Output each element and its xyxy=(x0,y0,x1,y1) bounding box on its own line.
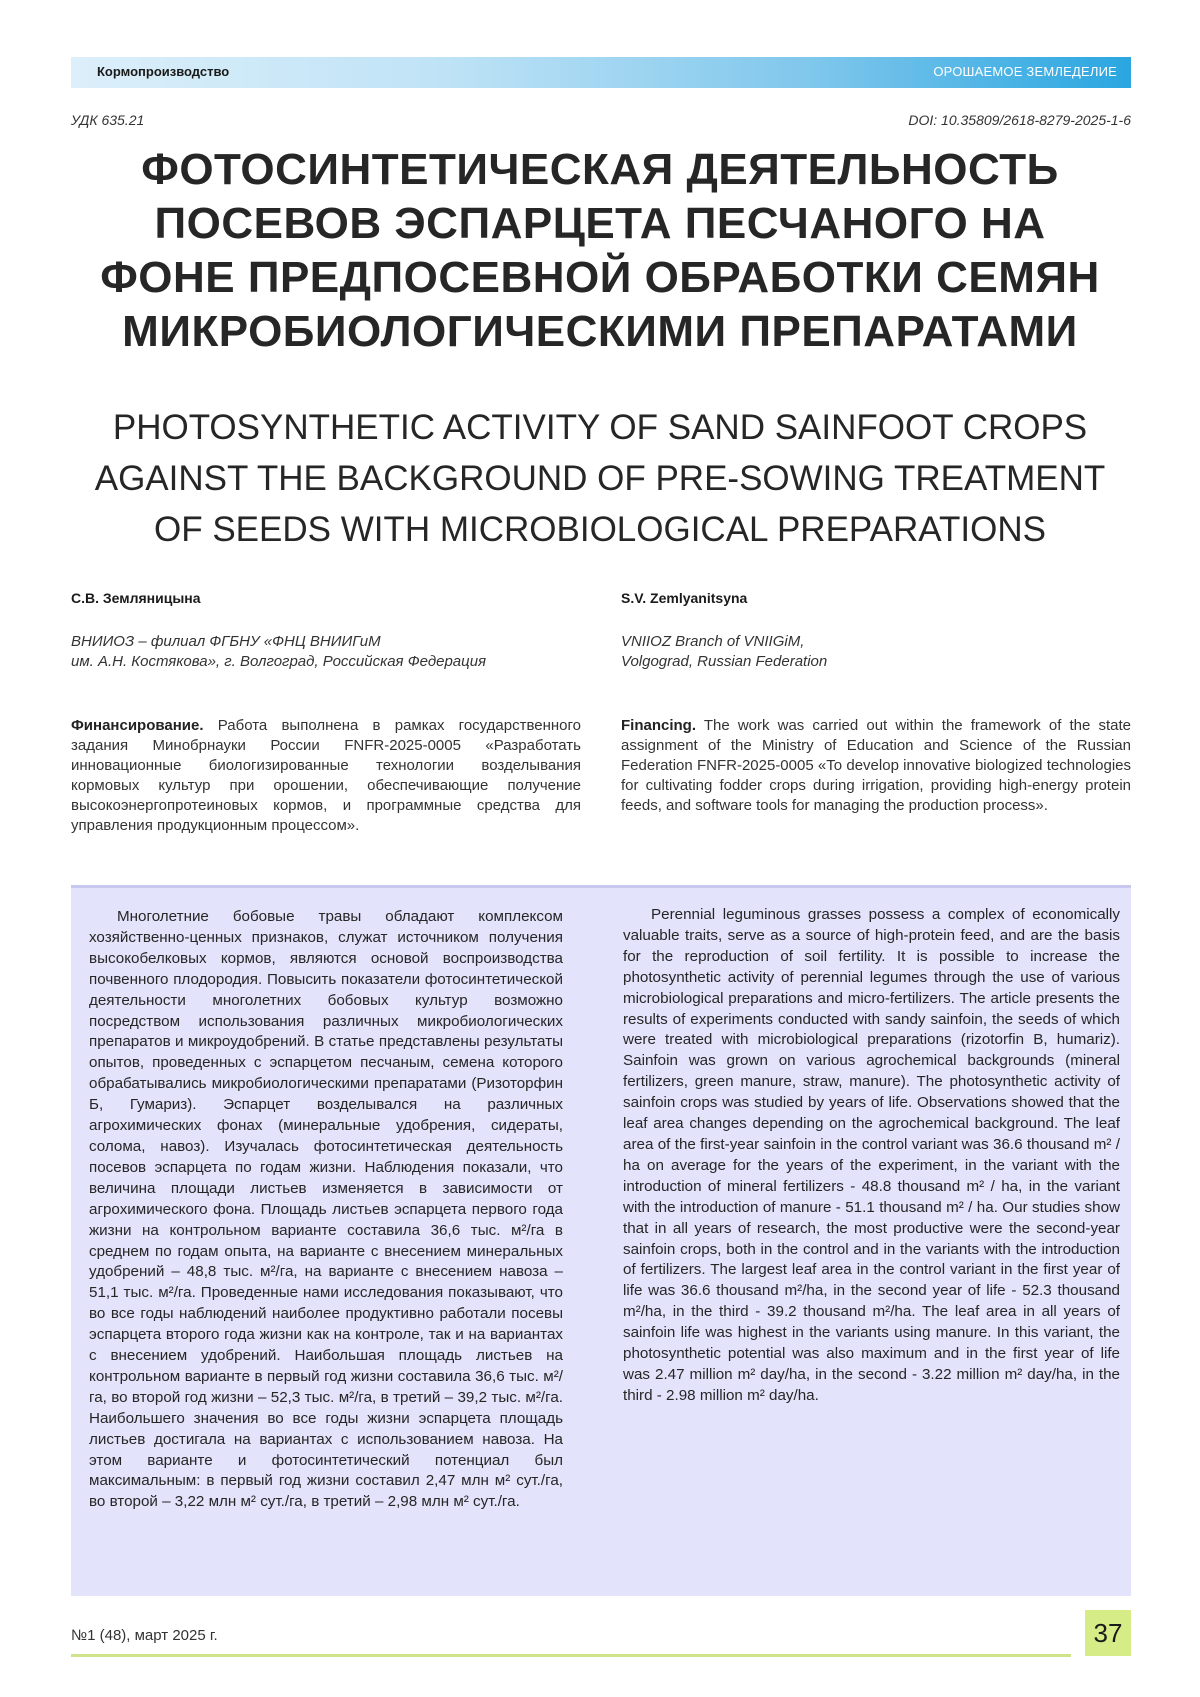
funding-text: Работа выполнена в рамках государственного задания Минобрнауки России FNFR-2025-0005 «Разработать инновационные биологизированные технологии возделывания кормовых культур при орошении, обеспечивающие получение высокоэнергопротеиновых кормов, и программные средства для управления продукционным процессом». xyxy=(71,717,582,834)
page-number: 37 xyxy=(1085,1610,1131,1656)
journal-section-label: Кормопроизводство xyxy=(97,64,230,79)
title-english xyxy=(60,402,1140,555)
title-ru-line: ПОСЕВОВ ЭСПАРЦЕТА ПЕСЧАНОГО НА xyxy=(154,199,1046,248)
title-en-line: PHOTOSYNTHETIC ACTIVITY OF SAND SAINFOOT CROPS xyxy=(112,408,1088,447)
affiliation-line: ВНИИОЗ – филиал ФГБНУ «ФНЦ ВНИИГиМ xyxy=(71,633,381,650)
footer-divider xyxy=(71,1654,1071,1657)
affiliation-line: Volgograd, Russian Federation xyxy=(621,653,828,670)
title-ru-line: ФОТОСИНТЕТИЧЕСКАЯ ДЕЯТЕЛЬНОСТЬ xyxy=(141,145,1059,194)
affiliation-en xyxy=(621,632,1131,672)
affiliation-line: VNIIOZ Branch of VNIIGiM, xyxy=(621,633,805,650)
abstract-panel xyxy=(71,885,1131,1596)
funding-text: The work was carried out within the framework of the state assignment of the Ministry of Education and Science of the Russian Federation FNFR-2025-0005 «To develop innovative biologized technologies for cultivating fodder crops during irrigation, providing high-energy protein feeds, and software tools for managing the production process». xyxy=(621,717,1131,814)
title-ru-line: ФОНЕ ПРЕДПОСЕВНОЙ ОБРАБОТКИ СЕМЯН xyxy=(100,253,1100,302)
title-en-line: AGAINST THE BACKGROUND OF PRE-SOWING TREATMENT xyxy=(94,459,1106,498)
funding-label: Financing. xyxy=(621,717,696,734)
rubric-label: ОРОШАЕМОЕ ЗЕМЛЕДЕЛИЕ xyxy=(933,64,1117,79)
abstract-top-rule xyxy=(71,885,1131,888)
author-name-en: S.V. Zemlyanitsyna xyxy=(621,590,748,606)
issue-info: №1 (48), март 2025 г. xyxy=(71,1627,218,1644)
funding-en xyxy=(621,716,1131,816)
abstract-ru: Многолетние бобовые травы обладают комплексом хозяйственно-ценных признаков, служат источником получения высокобелковых кормов, являются основой воспроизводства почвенного плодородия. Повысить показатели фотосинтетической деятельности многолетних бобовых культур возможно посредством использования различных микробиологических препаратов и микроудобрений. В статье представлены результаты опытов, проведенных с эспарцетом песчаным, семена которого обрабатывались микробиологическими препаратами (Ризоторфин Б, Гумариз). Эспарцет возделывался на различных агрохимических фонах (минеральные удобрения, сидераты, солома, навоз). Изучалась фотосинтетическая деятельность посевов эспарцета по годам жизни. Наблюдения показали, что величина площади листьев изменяется в зависимости от агрохимического фона. Площадь листьев эспарцета первого года жизни на контрольном варианте составила 36,6 тыс. м²/га в среднем по годам опыта, на варианте с внесением минеральных удобрений – 48,8 тыс. м²/га, на варианте с внесением навоза – 51,1 тыс. м²/га. Проведенные нами исследования показывают, что во все годы наблюдений наиболее продуктивно работали посевы эспарцета второго года жизни как на контроле, так и на вариантах с внесением удобрений. Наибольшая площадь листьев на контрольном варианте в первый год жизни составила 36,6 тыс. м²/га, во второй год жизни – 52,3 тыс. м²/га, в третий – 39,2 тыс. м²/га. Наибольшего значения во все годы жизни эспарцета площадь листьев достигала на вариантах с использованием навоза. На этом варианте и фотосинтетический потенциал был максимальным: в первый год жизни составил 2,47 млн м² сут./га, во второй – 3,22 млн м² сут./га, в третий – 2,98 млн м² сут./га. xyxy=(89,908,563,1511)
doi-identifier: DOI: 10.35809/2618-8279-2025-1-6 xyxy=(908,112,1131,128)
title-russian xyxy=(60,143,1140,359)
udk-code: УДК 635.21 xyxy=(71,112,145,128)
affiliation-line: им. А.Н. Костякова», г. Волгоград, Российская Федерация xyxy=(71,653,487,670)
running-header-bar xyxy=(71,57,1131,88)
title-en-line: OF SEEDS WITH MICROBIOLOGICAL PREPARATIONS xyxy=(154,510,1046,549)
author-name-ru: С.В. Земляницына xyxy=(71,590,201,606)
funding-label: Финансирование. xyxy=(71,717,204,734)
title-ru-line: МИКРОБИОЛОГИЧЕСКИМИ ПРЕПАРАТАМИ xyxy=(122,307,1078,356)
funding-ru xyxy=(71,716,581,836)
affiliation-ru xyxy=(71,632,581,672)
abstract-en: Perennial leguminous grasses possess a complex of economically valuable traits, serve as a source of high-protein feed, and are the basis for the reproduction of soil fertility. It is possible to increase the photosynthetic activity of perennial legumes through the use of various microbiological preparations and micro-fertilizers. The article presents the results of experiments conducted with sandy sainfoin, the seeds of which were treated with microbiological preparations (rizotorfin B, humariz). Sainfoin was grown on various agrochemical backgrounds (mineral fertilizers, green manure, straw, manure). The photosynthetic activity of sainfoin crops was studied by years of life. Observations showed that the leaf area changes depending on the agrochemical background. The leaf area of the first-year sainfoin in the control variant was 36.6 thousand m² / ha on average for the years of the experiment, in the variant with the introduction of mineral fertilizers - 48.8 thousand m² / ha, in the variant with the introduction of manure - 51.1 thousand m² / ha. Our studies show that in all years of research, the most productive were the second-year sainfoin crops, both in the control and in the variants with the introduction of fertilizers. The largest leaf area in the control variant in the first year of life was 36.6 thousand m²/ha, in the second year of life - 52.3 thousand m²/ha, in the third - 39.2 thousand m²/ha. The leaf area in all years of sainfoin life was highest in the variants using manure. In this variant, the photosynthetic potential was also maximum and in the first year of life was 2.47 million m² day/ha, in the second - 3.22 million m² day/ha, in the third - 2.98 million m² day/ha. xyxy=(623,906,1120,1404)
